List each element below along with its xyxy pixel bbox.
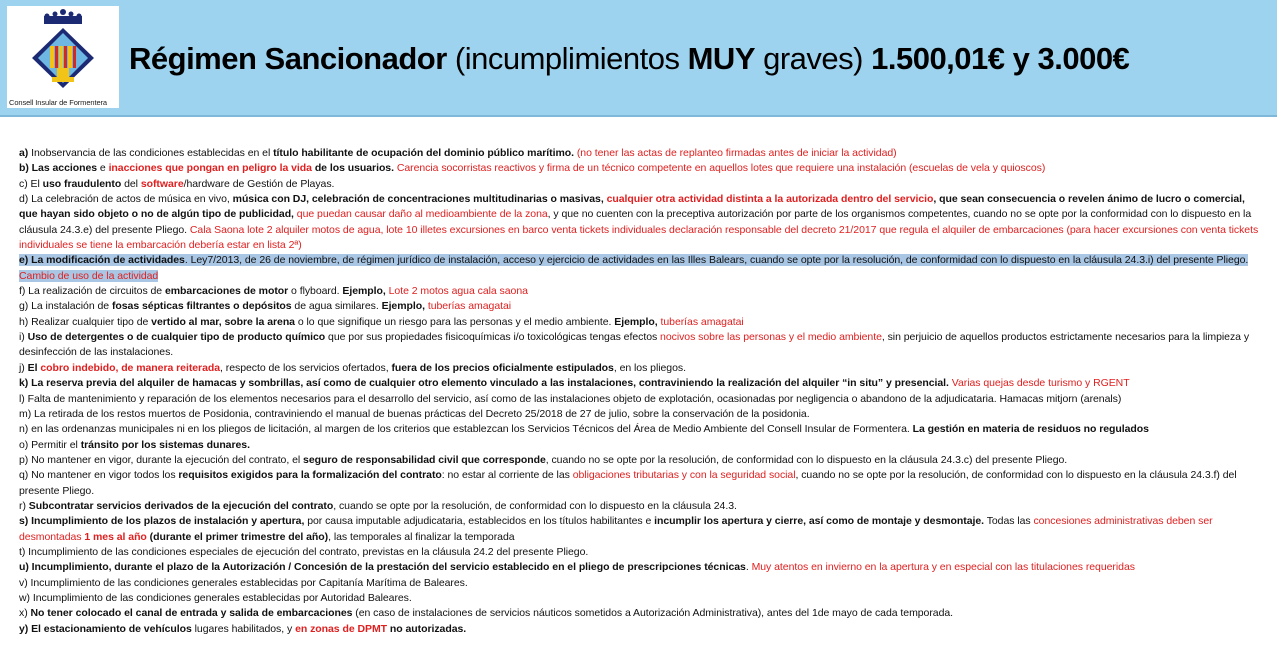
list-item-g: g) La instalación de fosas sépticas filtrantes o depósitos de agua similares. Ejemplo, tuberías amagatai (19, 300, 512, 313)
list-item-c: c) El uso fraudulento del software/hardware de Gestión de Playas. (19, 177, 335, 190)
logo-caption: Consell Insular de Formentera (9, 98, 107, 107)
list-item-o: o) Permitir el tránsito por los sistemas dunares. (19, 438, 250, 451)
list-item-n: n) en las ordenanzas municipales ni en los pliegos de licitación, al margen de los criterios que establezcan los Servicios Técnicos del Área de Medio Ambiente del Consell Insular de Formentera. La gestión en materia de residuos no regulados (19, 423, 1149, 436)
list-item-e: e) La modificación de actividades. Ley7/2013, de 26 de noviembre, de régimen jurídico de instalación, acceso y ejercicio de actividades en las Illes Balears, cuando se opte por la resolución, de conformidad con lo dispuesto en la cláusula 24.3.i) del presente Pliego. Cambio de uso de la actividad (19, 254, 1249, 282)
page-title: Régimen Sancionador (incumplimientos MUY graves) 1.500,01€ y 3.000€ (129, 41, 1130, 76)
logo (7, 6, 119, 108)
crown-icon (44, 9, 82, 24)
list-item-j: j) El cobro indebido, de manera reiterada, respecto de los servicios ofertados, fuera de los precios oficialmente estipulados, en los pliegos. (19, 361, 686, 374)
coat-of-arms-icon (28, 8, 98, 92)
list-item-h: h) Realizar cualquier tipo de vertido al mar, sobre la arena o lo que signifique un riesgo para las personas y el medio ambiente. Ejemplo, tuberías amagatai (19, 315, 744, 328)
list-item-s: s) Incumplimiento de los plazos de instalación y apertura, por causa imputable adjudicataria, establecidos en los títulos habilitantes e incumplir los apertura y cierre, así como de montaje y desmontaje. Todas las concesiones administrativas deben ser desmontadas 1 mes al año (durante el primer trimestre del año), las temporales al finalizar la temporada (19, 515, 1213, 543)
list-item-b: b) Las acciones e inacciones que pongan en peligro la vida de los usuarios. Carencia socorristas reactivos y firma de un técnico competente en aquellos lotes que requiere una instalación (escuelas de vela y quioscos) (19, 162, 1046, 175)
list-item-q: q) No mantener en vigor todos los requisitos exigidos para la formalización del contrato: no estar al corriente de las obligaciones tributarias y con la seguridad social, cuando no se opte por la resolución, de conformidad con lo dispuesto en la cláusula 24.3.f) del presente Pliego. (19, 469, 1237, 497)
list-item-l: l) Falta de mantenimiento y reparación de los elementos necesarios para el desarrollo del servicio, así como de las instalaciones objeto de explotación, ocasionadas por negligencia o abandono de la adjudicataria. Hamacas mitjorn (arenals) (19, 392, 1122, 405)
list-item-d: d) La celebración de actos de música en vivo, música con DJ, celebración de concentraciones multitudinarias o masivas, cualquier otra actividad distinta a la autorizada dentro del servicio, que sean consecuencia o revelen ánimo de lucro o comercial, que hayan sido objeto o no de algún tipo de publicidad, que puedan causar daño al medioambiente de la zona, y que no cuenten con la preceptiva autorización por parte de los organismos competentes, cuando no se opte por la conformidad con lo dispuesto en la cláusula 24.3.e) del presente Pliego. Cala Saona lote 2 alquiler motos de agua, lote 10 illetes excursiones en barco venta tickets individuales declaración responsable del decreto 21/2017 que regula el alquiler de embarcaciones (para hacer excursiones con venta tickets individuales se tiene la embarcación debería estar en lista 2ª) (19, 193, 1259, 252)
list-item-r: r) Subcontratar servicios derivados de la ejecución del contrato, cuando se opte por la resolución, de conformidad con lo dispuesto en la cláusula 24.3. (19, 499, 737, 512)
title-banner (0, 0, 1277, 117)
list-item-x: x) No tener colocado el canal de entrada y salida de embarcaciones (en caso de instalaciones de servicios náuticos sometidos a Autorización Administrativa), antes del 1de mayo de cada temporada. (19, 607, 954, 620)
list-item-m: m) La retirada de los restos muertos de Posidonia, contraviniendo el manual de buenas prácticas del Decreto 25/2018 de 27 de julio, sobre la conservación de la posidonia. (19, 407, 810, 420)
list-item-v: v) Incumplimiento de las condiciones generales establecidas por Capitanía Marítima de Baleares. (19, 576, 468, 589)
list-item-f: f) La realización de circuitos de embarcaciones de motor o flyboard. Ejemplo, Lote 2 motos agua cala saona (19, 285, 528, 298)
list-item-u: u) Incumplimiento, durante el plazo de la Autorización / Concesión de la prestación del servicio establecido en el pliego de prescripciones técnicas. Muy atentos en invierno en la apertura y en especial con las titulaciones requeridas (19, 561, 1135, 574)
list-item-p: p) No mantener en vigor, durante la ejecución del contrato, el seguro de responsabilidad civil que corresponde, cuando no se opte por la resolución, de conformidad con lo dispuesto en la cláusula 24.3.c) del presente Pliego. (19, 453, 1068, 466)
list-item-a: a) Inobservancia de las condiciones establecidas en el título habilitante de ocupación del dominio público marítimo. (no tener las actas de replanteo firmadas antes de iniciar la actividad) (19, 147, 897, 159)
list-item-t: t) Incumplimiento de las condiciones especiales de ejecución del contrato, previstas en la cláusula 24.2 del presente Pliego. (19, 545, 589, 558)
list-item-i: i) Uso de detergentes o de cualquier tipo de producto químico que por sus propiedades fisicoquímicas i/o toxicológicas tengas efectos nocivos sobre las personas y el medio ambiente, sin perjuicio de aquellos productos estrictamente necesarios para la limpieza y desinfección de las instalaciones. (19, 331, 1250, 359)
list-item-w: w) Incumplimiento de las condiciones generales establecidas por Autoridad Baleares. (19, 591, 412, 604)
list-item-k: k) La reserva previa del alquiler de hamacas y sombrillas, así como de cualquier otro elemento vinculado a las instalaciones, contraviniendo la realización del alquiler “in situ” y presencial. Varias quejas desde turismo y RGENT (19, 377, 1130, 390)
sanctions-list (19, 146, 1264, 637)
list-item-y: y) El estacionamiento de vehículos lugares habilitados, y en zonas de DPMT no autorizadas. (19, 622, 467, 635)
